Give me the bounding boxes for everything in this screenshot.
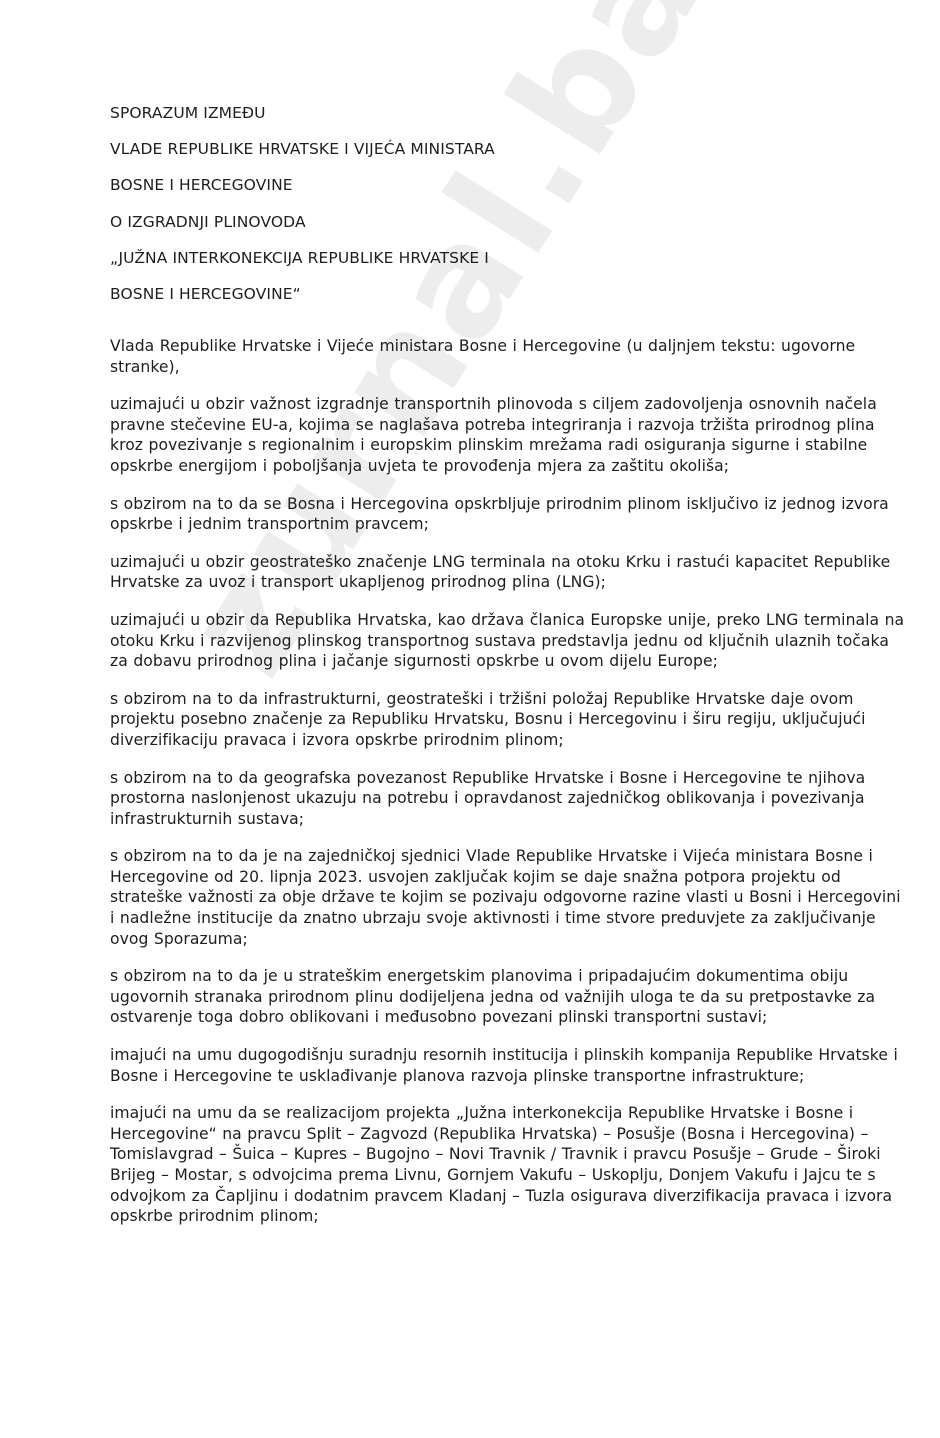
title-line: „JUŽNA INTERKONEKCIJA REPUBLIKE HRVATSKE I <box>110 248 489 267</box>
title-line: BOSNE I HERCEGOVINE“ <box>110 284 301 303</box>
preamble-paragraph: Vlada Republike Hrvatske i Vijeće ministara Bosne i Hercegovine (u daljnjem tekstu: ugovorne stranke), <box>110 337 856 376</box>
preamble-paragraph: s obzirom na to da se Bosna i Hercegovina opskrbljuje prirodnim plinom isključivo iz jednog izvora opskrbe i jednim transportnim pravcem; <box>110 494 889 534</box>
preamble-paragraph: uzimajući u obzir važnost izgradnje transportnih plinovoda s ciljem zadovoljenja osnovnih načela pravne stečevine EU-a, kojima se naglašava potreba integriranja i razvoja tržišta prirodnog plina kroz povezivanje s regionalnim i europskim plinskim mrežama radi osiguranja sigurne i stabilne opskrbe energijom i poboljšanja uvjeta te provođenja mjera za zaštitu okoliša; <box>110 395 877 475</box>
preamble-paragraph: uzimajući u obzir da Republika Hrvatska, kao država članica Europske unije, preko LNG terminala na otoku Krku i razvijenog plinskog transportnog sustava predstavlja jednu od ključnih ulaznih točaka za dobavu prirodnog plina i jačanje sigurnosti opskrbe u ovom dijelu Europe; <box>110 610 905 671</box>
preamble-paragraph: s obzirom na to da je na zajedničkoj sjednici Vlade Republike Hrvatske i Vijeća ministara Bosne i Hercegovine od 20. lipnja 2023. usvojen zaključak kojim se daje snažna potpora projektu od strateške važnosti za obje države te kojim se pozivaju odgovorne razine vlasti u Bosni i Hercegovini i nadležne institucije da znatno ubrzaju svoje aktivnosti i time stvore preduvjete za zaključivanje ovog Sporazuma; <box>110 847 901 948</box>
preamble-paragraph: s obzirom na to da geografska povezanost Republike Hrvatske i Bosne i Hercegovine te njihova prostorna naslonjenost ukazuju na potrebu i opravdanost zajedničkog oblikovanja i povezivanja infrastrukturnih sustava; <box>110 768 866 828</box>
preamble-paragraph: uzimajući u obzir geostrateško značenje LNG terminala na otoku Krku i rastući kapacitet Republike Hrvatske za uvoz i transport ukapljenog prirodnog plina (LNG); <box>110 552 891 592</box>
title-line: SPORAZUM IZMEĐU <box>110 104 266 122</box>
preamble-paragraph: imajući na umu dugogodišnju suradnju resornih institucija i plinskih kompanija Republike Hrvatske i Bosne i Hercegovine te usklađivanje planova razvoja plinske transportne infrastrukture; <box>110 1046 898 1085</box>
title-line: O IZGRADNJI PLINOVODA <box>110 212 306 231</box>
preamble-paragraph: s obzirom na to da infrastrukturni, geostrateški i tržišni položaj Republike Hrvatske daje ovom projektu posebno značenje za Republiku Hrvatsku, Bosnu i Hercegovinu i širu regiju, uključujući diverzifikaciju pravaca i izvora opskrbe prirodnim plinom; <box>110 689 866 749</box>
title-line: VLADE REPUBLIKE HRVATSKE I VIJEĆA MINISTARA <box>110 140 495 159</box>
preamble <box>110 336 910 1244</box>
preamble-paragraph: s obzirom na to da je u strateškim energetskim planovima i pripadajućim dokumentima obiju ugovornih stranaka prirodnom plinu dodijeljena jedna od važnijih uloga te da su pretpostavke za ostvarenje toga dobro oblikovani i međusobno povezani plinski transportni sustavi; <box>110 967 876 1027</box>
agreement-title <box>110 104 495 321</box>
preamble-paragraph: imajući na umu da se realizacijom projekta „Južna interkonekcija Republike Hrvatske i Bosne i Hercegovine“ na pravcu Split – Zagvozd (Republika Hrvatska) – Posušje (Bosna i Hercegovina) – Tomislavgrad – Šuica – Kupres – Bugojno – Novi Travnik / Travnik i pravcu Posušje – Grude – Široki Brijeg – Mostar, s odvojcima prema Livnu, Gornjem Vakufu – Uskoplju, Donjem Vakufu i Jajcu te s odvojkom za Čapljinu i dodatnim pravcem Kladanj – Tuzla osigurava diverzifikacija pravaca i izvora opskrbe prirodnim plinom; <box>110 1104 893 1226</box>
title-line: BOSNE I HERCEGOVINE <box>110 176 293 195</box>
